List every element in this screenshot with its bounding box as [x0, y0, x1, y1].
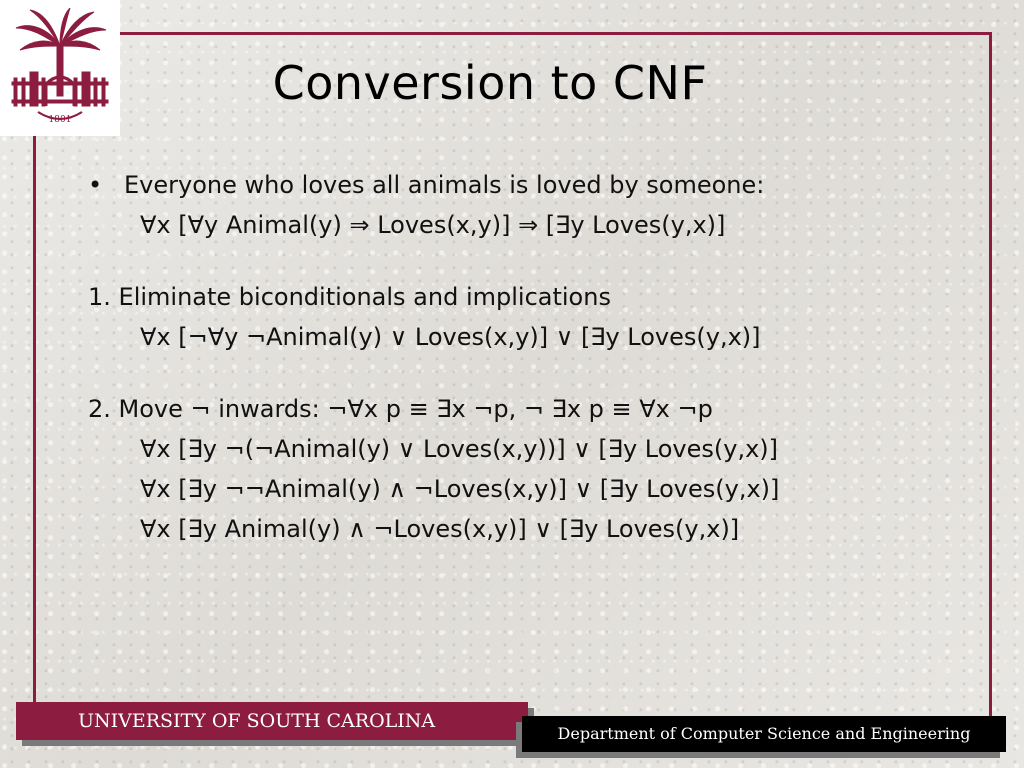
footer-university: UNIVERSITY OF SOUTH CAROLINA	[16, 702, 528, 740]
formula-step2-a: ∀x [∃y ¬(¬Animal(y) ∨ Loves(x,y))] ∨ [∃y Loves(y,x)]	[140, 435, 779, 463]
university-logo	[0, 0, 120, 136]
bullet-item	[88, 165, 968, 205]
slide-frame-right	[989, 32, 992, 722]
formula-original: ∀x [∀y Animal(y) ⇒ Loves(x,y)] ⇒ [∃y Loves(y,x)]	[140, 211, 726, 239]
svg-text:1801: 1801	[48, 115, 72, 125]
formula-step1: ∀x [¬∀y ¬Animal(y) ∨ Loves(x,y)] ∨ [∃y Loves(y,x)]	[140, 323, 761, 351]
slide-frame-top	[120, 32, 992, 35]
slide-frame-left	[33, 136, 36, 704]
step2-heading: 2. Move ¬ inwards: ¬∀x p ≡ ∃x ¬p, ¬ ∃x p ≡ ∀x ¬p	[88, 395, 713, 423]
footer-department: Department of Computer Science and Engineering	[522, 716, 1006, 752]
slide-body	[88, 165, 968, 549]
bullet-marker: •	[88, 171, 103, 199]
step1-heading: 1. Eliminate biconditionals and implications	[88, 283, 611, 311]
palmetto-tree-icon	[8, 8, 112, 128]
slide-title: Conversion to CNF	[272, 56, 708, 110]
bullet-text: Everyone who loves all animals is loved by someone:	[124, 171, 765, 199]
formula-step2-c: ∀x [∃y Animal(y) ∧ ¬Loves(x,y)] ∨ [∃y Loves(y,x)]	[140, 515, 740, 543]
formula-step2-b: ∀x [∃y ¬¬Animal(y) ∧ ¬Loves(x,y)] ∨ [∃y Loves(y,x)]	[140, 475, 780, 503]
